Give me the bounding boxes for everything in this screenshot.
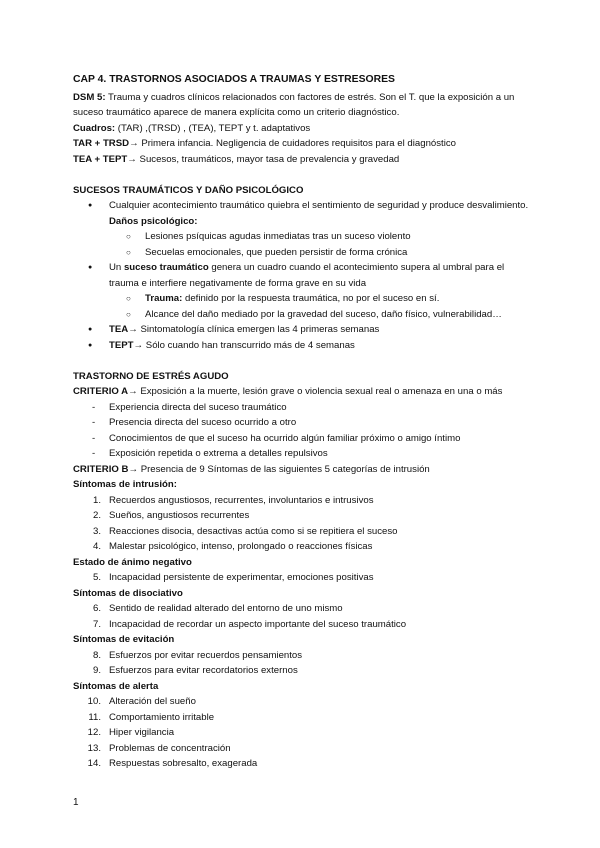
list-item: 5. Incapacidad persistente de experimentar, emociones positivas xyxy=(92,572,374,583)
document-title: CAP 4. TRASTORNOS ASOCIADOS A TRAUMAS Y ESTRESORES xyxy=(73,74,395,85)
list-item: 4. Malestar psicológico, intenso, prolongado o reacciones físicas xyxy=(92,541,373,552)
list-item: 1. Recuerdos angustiosos, recurrentes, involuntarios e intrusivos xyxy=(92,494,374,506)
criterio-a: CRITERIO A→ Exposición a la muerte, lesión grave o violencia sexual real o amenaza en una o más xyxy=(73,386,503,397)
sub-list-item: ○ Alcance del daño mediado por la gravedad del suceso, daño físico, vulnerabilidad… xyxy=(73,307,533,323)
criterio-a-list xyxy=(73,400,533,462)
list-item: 7. Incapacidad de recordar un aspecto importante del suceso traumático xyxy=(92,618,407,630)
dsm-paragraph: DSM 5: Trauma y cuadros clínicos relacionados con factores de estrés. Son el T. que la exposición a un suceso traumático aparece de manera explícita como un criterio diagnóstico. xyxy=(73,91,515,118)
list-item: 2. Sueños, angustiosos recurrentes xyxy=(92,510,250,521)
section-heading-estres-agudo: TRASTORNO DE ESTRÉS AGUDO xyxy=(73,370,229,382)
list-item: 10. Alteración del sueño xyxy=(87,696,196,707)
list-item: - Exposición repetida o extrema a detalles repulsivos xyxy=(73,446,533,462)
page-number: 1 xyxy=(73,797,79,808)
cuadros-line: Cuadros: (TAR) ,(TRSD) , (TEA), TEPT y t. adaptativos xyxy=(73,122,311,134)
symptom-list xyxy=(73,648,533,679)
sub-list-item: ○ Lesiones psíquicas agudas inmediatas tras un suceso violento xyxy=(73,229,533,245)
section-heading-sucesos: SUCESOS TRAUMÁTICOS Y DAÑO PSICOLÓGICO xyxy=(73,184,304,196)
list-item: ● TEA→ Sintomatología clínica emergen las 4 primeras semanas xyxy=(73,322,533,338)
list-item: 6. Sentido de realidad alterado del entorno de uno mismo xyxy=(92,603,343,614)
group-heading: Síntomas de intrusión: xyxy=(73,479,177,490)
list-item: ● Un suceso traumático genera un cuadro cuando el acontecimiento supera al umbral para el trauma e interfiere negativamente de forma grave en su vida ○ Trauma: definido por la respuesta traumática, no por el suceso en sí. ○ Alcance del daño mediado por la gravedad del suceso, daño físico, vulnerabilidad… xyxy=(73,260,533,322)
list-item: 3. Reacciones disocia, desactivas actúa como si se repitiera el suceso xyxy=(92,525,398,537)
symptom-list xyxy=(73,570,533,586)
list-item: ● TEPT→ Sólo cuando han transcurrido más de 4 semanas xyxy=(73,338,533,354)
symptom-list xyxy=(73,493,533,555)
list-item: 12. Hiper vigilancia xyxy=(87,727,175,738)
list-item: - Experiencia directa del suceso traumático xyxy=(73,400,533,416)
list-item: ● Cualquier acontecimiento traumático quiebra el sentimiento de seguridad y produce desvalimiento. Daños psicológico: ○ Lesiones psíquicas agudas inmediatas tras un suceso violento ○ Secuelas emocionales, que pueden persistir de forma crónica xyxy=(73,198,533,260)
group-heading: Síntomas de evitación xyxy=(73,634,175,645)
symptom-list xyxy=(73,694,533,772)
sub-list-item: ○ Trauma: definido por la respuesta traumática, no por el suceso en sí. xyxy=(73,291,533,307)
document-page xyxy=(73,72,533,772)
list-item: 13. Problemas de concentración xyxy=(87,742,231,754)
tar-line: TAR + TRSD→ Primera infancia. Negligencia de cuidadores requisitos para el diagnóstico xyxy=(73,138,456,149)
list-item: 14. Respuestas sobresalto, exagerada xyxy=(87,758,258,769)
group-heading: Síntomas de alerta xyxy=(73,680,159,692)
group-heading: Estado de ánimo negativo xyxy=(73,556,192,568)
criterio-b: CRITERIO B→ Presencia de 9 Síntomas de las siguientes 5 categorías de intrusión xyxy=(73,463,430,475)
list-item: - Conocimientos de que el suceso ha ocurrido algún familiar próximo o amigo íntimo xyxy=(73,431,533,447)
list-item: 11. Comportamiento irritable xyxy=(88,711,215,723)
list-item: 9. Esfuerzos para evitar recordatorios externos xyxy=(92,665,298,676)
tea-line: TEA + TEPT→ Sucesos, traumáticos, mayor tasa de prevalencia y gravedad xyxy=(73,153,400,165)
sub-list-item: ○ Secuelas emocionales, que pueden persistir de forma crónica xyxy=(73,245,533,261)
sucesos-bullet-list xyxy=(73,198,533,353)
list-item: - Presencia directa del suceso ocurrido a otro xyxy=(73,415,533,431)
group-heading: Síntomas de disociativo xyxy=(73,587,183,599)
symptom-list xyxy=(73,601,533,632)
list-item: 8. Esfuerzos por evitar recuerdos pensamientos xyxy=(92,649,303,661)
